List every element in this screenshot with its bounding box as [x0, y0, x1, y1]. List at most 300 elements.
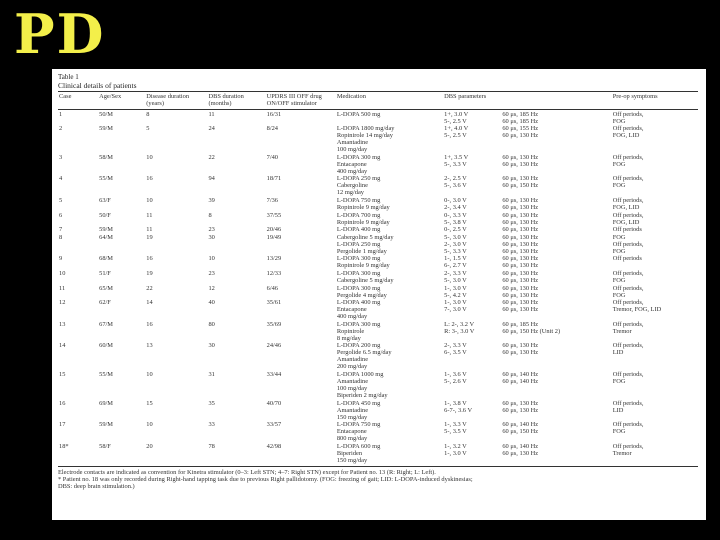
cell-line: 2-, 3.3 V	[444, 269, 467, 277]
table-cell-sym	[612, 255, 698, 270]
table-cell-dbs: 80	[208, 320, 215, 328]
table-cell-case: 3	[59, 153, 63, 161]
table-cell-dis: 16	[146, 175, 153, 183]
table-cell-p1	[443, 342, 501, 371]
cell-line: FOG	[612, 247, 626, 255]
table-cell-sym	[612, 211, 698, 226]
cell-line: 2-, 2.5 V	[444, 175, 467, 183]
cell-line: Pergolide 6.5 mg/day	[336, 349, 392, 357]
table-cell-age: 65/M	[99, 284, 113, 292]
cell-line: 1-, 3.2 V	[444, 442, 467, 450]
cell-line: 6-, 2.7 V	[444, 262, 467, 270]
table-cell-p2	[501, 421, 611, 443]
cell-line: 60 μs, 130 Hz	[502, 153, 539, 161]
table-cell-med	[336, 110, 443, 125]
cell-line: 60 μs, 130 Hz	[502, 262, 539, 270]
table-cell-med	[336, 370, 443, 399]
cell-line: L-DOPA 300 mg	[336, 255, 381, 263]
cell-line: 60 μs, 130 Hz	[502, 291, 539, 299]
cell-line: 60 μs, 140 Hz	[502, 421, 539, 429]
table-cell-case: 5	[59, 196, 63, 204]
table-cell-p2	[501, 299, 611, 321]
table-cell-case: 18*	[59, 442, 69, 450]
table-cell-sym	[612, 153, 698, 175]
table-cell-age: 64/M	[99, 233, 113, 241]
cell-line: 60 μs, 130 Hz	[502, 406, 539, 414]
table-cell-sym	[612, 125, 698, 154]
table-caption: Clinical details of patients	[58, 81, 137, 90]
cell-line: FOG	[612, 182, 626, 190]
table-cell-med	[336, 211, 443, 226]
table-cell-age: 58/F	[99, 442, 111, 450]
cell-line: 60 μs, 140 Hz	[502, 370, 539, 378]
cell-line: 60 μs, 130 Hz	[502, 211, 539, 219]
cell-line: 800 mg/day	[336, 435, 368, 443]
table-cell-sym	[612, 269, 698, 284]
table-cell-sym	[612, 399, 698, 421]
table-cell-dis: 19	[146, 269, 153, 277]
table-cell-dis: 11	[146, 211, 153, 219]
table-row	[58, 342, 698, 371]
cell-line: 6-, 3.5 V	[444, 349, 467, 357]
table-cell-p1	[443, 421, 501, 443]
cell-line: 2-, 3.0 V	[444, 240, 467, 248]
footnote: Electrode contacts are indicated as convention for Kinetra stimulator (0–3: Left STN; 4–7: Right STN) except for Patient no. 13 (R: Right; L: Left).	[58, 468, 436, 476]
table-cell-p2	[501, 110, 611, 125]
cell-line: 1-, 3.3 V	[444, 421, 467, 429]
cell-line: 60 μs, 140 Hz	[502, 377, 539, 385]
cell-line: Pergolide 1 mg/day	[336, 247, 387, 255]
cell-line: FOG, LID	[612, 218, 640, 226]
cell-line: Off periods,	[612, 299, 644, 307]
cell-line: Off periods,	[612, 175, 644, 183]
cell-line: Off periods,	[612, 370, 644, 378]
table-cell-med	[336, 175, 443, 197]
table-footnotes	[58, 469, 698, 490]
cell-line: L-DOPA 250 mg	[336, 240, 381, 248]
table-cell-p1	[443, 175, 501, 197]
cell-line: 5-, 3.0 V	[444, 276, 467, 284]
table-cell-updrs: 20/46	[266, 226, 282, 234]
table-row	[58, 233, 698, 255]
cell-line: 1-, 3.0 V	[444, 284, 467, 292]
cell-line: L-DOPA 300 mg	[336, 320, 381, 328]
cell-line: Off periods,	[612, 284, 644, 292]
table-cell-case: 1	[59, 110, 63, 118]
table-cell-updrs: 13/29	[266, 255, 282, 263]
table-cell-p2	[501, 196, 611, 211]
cell-line: FOG	[612, 233, 626, 241]
cell-line: Amantadine	[336, 356, 369, 364]
cell-line: R: 3-, 3.0 V	[444, 327, 475, 335]
table-cell-case: 16	[59, 399, 66, 407]
cell-line: Ropinirole 9 mg/day	[336, 203, 390, 211]
table-cell-case: 17	[59, 421, 66, 429]
cell-line: 60 μs, 130 Hz	[502, 449, 539, 457]
table-cell-p1	[443, 255, 501, 270]
table-cell-case: 12	[59, 299, 66, 307]
cell-line: 5-, 2.5 V	[444, 132, 467, 140]
cell-line: 1-, 3.8 V	[444, 399, 467, 407]
table-cell-age: 59/M	[99, 226, 113, 234]
cell-line: FOG	[612, 291, 626, 299]
cell-line: Off periods,	[612, 153, 644, 161]
table-cell-dbs: 8	[208, 211, 212, 219]
table-cell-dis: 20	[146, 442, 153, 450]
cell-line: L-DOPA 300 mg	[336, 269, 381, 277]
table-cell-updrs: 24/46	[266, 342, 282, 350]
cell-line: Entacapone	[336, 428, 367, 436]
cell-line: Off periods	[612, 226, 642, 234]
cell-line: 5-, 3.6 V	[444, 182, 467, 190]
cell-line: 100 mg/day	[336, 146, 368, 154]
cell-line: 60 μs, 130 Hz	[502, 284, 539, 292]
cell-line: Off periods,	[612, 320, 644, 328]
cell-line: 2-, 3.3 V	[444, 342, 467, 350]
cell-line: Off periods,	[612, 269, 644, 277]
table-cell-updrs: 35/61	[266, 299, 282, 307]
cell-line: L-DOPA 300 mg	[336, 284, 381, 292]
table-cell-p1	[443, 226, 501, 234]
table-cell-dbs: 23	[208, 226, 215, 234]
cell-line: 60 μs, 130 Hz	[502, 132, 539, 140]
cell-line: Tremor	[612, 327, 632, 335]
table-cell-med	[336, 284, 443, 299]
table-cell-p1	[443, 284, 501, 299]
cell-line: L-DOPA 750 mg	[336, 421, 381, 429]
table-cell-sym	[612, 226, 698, 234]
cell-line: 60 μs, 140 Hz	[502, 442, 539, 450]
cell-line: Amantadine	[336, 406, 369, 414]
cell-line: FOG	[612, 428, 626, 436]
table-row	[58, 153, 698, 175]
table-cell-case: 2	[59, 125, 63, 133]
table-cell-case: 6	[59, 211, 63, 219]
table-cell-dbs: 30	[208, 342, 215, 350]
table-cell-dbs: 30	[208, 233, 215, 241]
table-cell-age: 68/M	[99, 255, 113, 263]
table-body	[58, 110, 698, 464]
table-cell-p2	[501, 211, 611, 226]
table-cell-med	[336, 421, 443, 443]
table-row	[58, 320, 698, 342]
cell-line: 60 μs, 130 Hz	[502, 247, 539, 255]
table-cell-dbs: 11	[208, 110, 215, 118]
cell-line: 150 mg/day	[336, 413, 368, 421]
table-cell-sym	[612, 196, 698, 211]
table-cell-sym	[612, 370, 698, 399]
cell-line: 5-, 3.8 V	[444, 218, 467, 226]
cell-line: 5-, 2.6 V	[444, 377, 467, 385]
cell-line: 60 μs, 130 Hz	[502, 203, 539, 211]
cell-line: 5-, 3.0 V	[444, 233, 467, 241]
cell-line: FOG	[612, 276, 626, 284]
cell-line: LID	[612, 406, 624, 414]
table-cell-p1	[443, 370, 501, 399]
table-cell-sym	[612, 320, 698, 342]
table-cell-sym	[612, 110, 698, 125]
cell-line: 60 μs, 130 Hz	[502, 399, 539, 407]
table-cell-p1	[443, 299, 501, 321]
cell-line: 1+, 4.0 V	[444, 125, 469, 133]
cell-line: L-DOPA 1000 mg	[336, 370, 384, 378]
table-cell-updrs: 37/55	[266, 211, 282, 219]
table-cell-dbs: 94	[208, 175, 215, 183]
table-cell-med	[336, 442, 443, 464]
table-cell-p1	[443, 110, 501, 125]
table-cell-med	[336, 196, 443, 211]
table-cell-p2	[501, 442, 611, 464]
column-header: Case	[58, 92, 98, 110]
cell-line: FOG	[612, 377, 626, 385]
cell-line: Off periods,	[612, 196, 644, 204]
table-cell-dis: 16	[146, 255, 153, 263]
table-cell-case: 9	[59, 255, 63, 263]
cell-line: 7-, 3.0 V	[444, 306, 467, 314]
table-cell-updrs: 42/98	[266, 442, 282, 450]
cell-line: L-DOPA 450 mg	[336, 399, 381, 407]
cell-line: 6-7-, 3.6 V	[444, 406, 473, 414]
table-cell-dbs: 39	[208, 196, 215, 204]
table-cell-sym	[612, 284, 698, 299]
table-cell-case: 14	[59, 342, 66, 350]
cell-line: Off periods,	[612, 240, 644, 248]
cell-line: L-DOPA 600 mg	[336, 442, 381, 450]
table-cell-p2	[501, 153, 611, 175]
table-cell-p2	[501, 370, 611, 399]
cell-line: 60 μs, 130 Hz	[502, 342, 539, 350]
table-cell-dis: 10	[146, 196, 153, 204]
cell-line: 5-, 2.5 V	[444, 117, 467, 125]
cell-line: 200 mg/day	[336, 363, 368, 371]
cell-line: 5-, 3.3 V	[444, 247, 467, 255]
table-cell-updrs: 7/36	[266, 196, 278, 204]
table-cell-p2	[501, 175, 611, 197]
table-cell-med	[336, 233, 443, 255]
table-cell-updrs: 6/46	[266, 284, 278, 292]
table-cell-case: 15	[59, 370, 66, 378]
cell-line: 60 μs, 130 Hz	[502, 175, 539, 183]
cell-line: Entacapone	[336, 160, 367, 168]
cell-line: 0-, 3.0 V	[444, 196, 467, 204]
footnote: * Patient no. 18 was only recorded during Right-hand tapping task due to previous Right pallidotomy. (FOG: freezing of gait; LID: L-DOPA-induced dyskinesias;	[58, 475, 473, 483]
table-cell-dis: 10	[146, 370, 153, 378]
table-cell-age: 59/M	[99, 125, 113, 133]
table-cell-p2	[501, 255, 611, 270]
cell-line: FOG	[612, 160, 626, 168]
cell-line: 2-, 3.4 V	[444, 203, 467, 211]
cell-line: 60 μs, 155 Hz	[502, 125, 539, 133]
cell-line: 400 mg/day	[336, 167, 368, 175]
cell-line: 60 μs, 185 Hz	[502, 110, 539, 118]
table-cell-dis: 14	[146, 299, 153, 307]
table-cell-updrs: 33/57	[266, 421, 282, 429]
table-row	[58, 299, 698, 321]
cell-line: L: 2-, 3.2 V	[444, 320, 475, 328]
cell-line: 60 μs, 130 Hz	[502, 240, 539, 248]
cell-line: L-DOPA 1800 mg/day	[336, 125, 395, 133]
table-cell-case: 7	[59, 226, 63, 234]
table-cell-med	[336, 342, 443, 371]
table-cell-dbs: 31	[208, 370, 215, 378]
table-cell-p1	[443, 442, 501, 464]
table-cell-p1	[443, 320, 501, 342]
cell-line: 0-, 2.5 V	[444, 226, 467, 234]
cell-line: 1-, 3.0 V	[444, 449, 467, 457]
table-cell-dis: 5	[146, 125, 150, 133]
column-header: DBS duration (months)	[207, 92, 265, 110]
cell-line: Biperiden 2 mg/day	[336, 391, 388, 399]
table-cell-p2	[501, 269, 611, 284]
cell-line: Off periods	[612, 255, 642, 263]
cell-line: L-DOPA 200 mg	[336, 342, 381, 350]
cell-line: FOG, LID	[612, 132, 640, 140]
table-row	[58, 370, 698, 399]
cell-line: 100 mg/day	[336, 384, 368, 392]
cell-line: 60 μs, 150 Hz (Unit 2)	[502, 327, 561, 335]
table-cell-sym	[612, 233, 698, 255]
table-cell-age: 50/F	[99, 211, 111, 219]
column-header: UPDRS III OFF drug ON/OFF stimulator	[266, 92, 336, 110]
cell-line: Amantadine	[336, 139, 369, 147]
table-cell-med	[336, 269, 443, 284]
table-cell-case: 10	[59, 269, 66, 277]
table-cell-p1	[443, 269, 501, 284]
cell-line: 12 mg/day	[336, 189, 365, 197]
cell-line: 5-, 3.3 V	[444, 160, 467, 168]
table-cell-dbs: 23	[208, 269, 215, 277]
table-cell-p2	[501, 342, 611, 371]
cell-line: Ropinirole	[336, 327, 365, 335]
cell-line: Biperiden	[336, 449, 363, 457]
cell-line: 1-, 3.0 V	[444, 299, 467, 307]
cell-line: 0-, 3.3 V	[444, 211, 467, 219]
table-cell-p1	[443, 125, 501, 154]
cell-line: 60 μs, 130 Hz	[502, 306, 539, 314]
table-cell-dis: 11	[146, 226, 153, 234]
cell-line: L-DOPA 300 mg	[336, 153, 381, 161]
table-cell-med	[336, 299, 443, 321]
table-cell-p1	[443, 211, 501, 226]
table-cell-case: 8	[59, 233, 63, 241]
cell-line: 1-, 3.6 V	[444, 370, 467, 378]
table-cell-dis: 10	[146, 421, 153, 429]
table-cell-p1	[443, 399, 501, 421]
table-cell-dbs: 10	[208, 255, 215, 263]
table-cell-dis: 8	[146, 110, 150, 118]
table-row	[58, 110, 698, 125]
cell-line: Off periods,	[612, 442, 644, 450]
table-row	[58, 421, 698, 443]
cell-line: L-DOPA 250 mg	[336, 175, 381, 183]
table-cell-updrs: 12/33	[266, 269, 282, 277]
cell-line: L-DOPA 400 mg	[336, 226, 381, 234]
cell-line: 1+, 3.0 V	[444, 110, 469, 118]
cell-line: 150 mg/day	[336, 456, 368, 464]
cell-line: L-DOPA 500 mg	[336, 110, 381, 118]
table-cell-dbs: 78	[208, 442, 215, 450]
table-cell-age: 59/M	[99, 421, 113, 429]
table-cell-p1	[443, 196, 501, 211]
cell-line: 60 μs, 130 Hz	[502, 276, 539, 284]
cell-line: L-DOPA 700 mg	[336, 211, 381, 219]
table-cell-dbs: 22	[208, 153, 215, 161]
table-cell-sym	[612, 442, 698, 464]
cell-line: L-DOPA 400 mg	[336, 299, 381, 307]
cell-line: 60 μs, 130 Hz	[502, 255, 539, 263]
cell-line: FOG, LID	[612, 203, 640, 211]
cell-line: 60 μs, 150 Hz	[502, 182, 539, 190]
table-row	[58, 211, 698, 226]
table-cell-updrs: 35/69	[266, 320, 282, 328]
cell-line: 8 mg/day	[336, 334, 361, 342]
cell-line: 60 μs, 130 Hz	[502, 349, 539, 357]
cell-line: Off periods,	[612, 342, 644, 350]
cell-line: 60 μs, 185 Hz	[502, 117, 539, 125]
table-label: Table 1	[58, 73, 79, 81]
table-header-row	[58, 92, 698, 110]
table-row	[58, 399, 698, 421]
cell-line: Ropinirole 14 mg/day	[336, 132, 393, 140]
table-row	[58, 269, 698, 284]
table-cell-updrs: 18/71	[266, 175, 282, 183]
table-cell-p2	[501, 226, 611, 234]
table-cell-sym	[612, 299, 698, 321]
cell-line: FOG	[612, 117, 626, 125]
table-cell-dbs: 40	[208, 299, 215, 307]
table-cell-age: 50/M	[99, 110, 113, 118]
table-cell-sym	[612, 175, 698, 197]
cell-line: Off periods,	[612, 399, 644, 407]
clinical-details-table	[58, 91, 698, 464]
cell-line: Tremor, FOG, LID	[612, 306, 662, 314]
table-cell-updrs: 8/24	[266, 125, 278, 133]
table-cell-updrs: 19/49	[266, 233, 282, 241]
cell-line: 60 μs, 130 Hz	[502, 269, 539, 277]
table-cell-dbs: 24	[208, 125, 215, 133]
column-header: DBS parameters	[443, 92, 501, 110]
table-cell-dis: 15	[146, 399, 153, 407]
table-cell-dis: 10	[146, 153, 153, 161]
column-header: Age/Sex	[98, 92, 145, 110]
table-row	[58, 226, 698, 234]
table-row	[58, 284, 698, 299]
table-cell-p2	[501, 320, 611, 342]
cell-line: 60 μs, 185 Hz	[502, 320, 539, 328]
table-row	[58, 196, 698, 211]
table-cell-p2	[501, 284, 611, 299]
scanned-document	[52, 69, 706, 520]
table-cell-age: 69/M	[99, 399, 113, 407]
column-header	[501, 92, 611, 110]
table-cell-dis: 19	[146, 233, 153, 241]
cell-line: 60 μs, 130 Hz	[502, 196, 539, 204]
table-cell-updrs: 33/44	[266, 370, 282, 378]
cell-line: Off periods,	[612, 211, 644, 219]
table-cell-dbs: 12	[208, 284, 215, 292]
table-cell-med	[336, 399, 443, 421]
table-cell-med	[336, 226, 443, 234]
cell-line: 60 μs, 130 Hz	[502, 299, 539, 307]
cell-line: L-DOPA 750 mg	[336, 196, 381, 204]
cell-line: Off periods,	[612, 110, 644, 118]
cell-line: 1-, 1.5 V	[444, 255, 467, 263]
table-cell-dis: 13	[146, 342, 153, 350]
table-cell-updrs: 7/40	[266, 153, 278, 161]
table-cell-age: 58/M	[99, 153, 113, 161]
table-cell-age: 51/F	[99, 269, 111, 277]
cell-line: Ropinirole 9 mg/day	[336, 262, 390, 270]
